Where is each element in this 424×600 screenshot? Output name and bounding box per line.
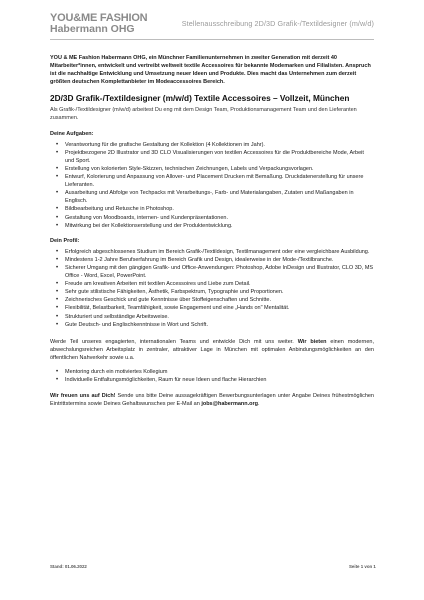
team-text-1: Werde Teil unseres engagierten, internationalen Teams und entwickle Dich mit uns weiter. [50,338,294,345]
company-intro: YOU & ME Fashion Habermann OHG, ein Münchner Familienunternehmen in zweiter Generation mit derzeit 40 Mitarbeiter*innen, entwickelt und vertreibt weltweit textile Accessoires für bekannte Modemarken und Filialisten. Anspruch ist die nachhaltige Entwicklung und Umsetzung neuer Ideen und Produkte. Dies macht das Unternehmen zum derzeit größten deutschen Komplettanbieter im Modeaccessoires Bereich. [50,55,371,86]
job-description: Als Grafik-/Textildesigner (m/w/d) arbeitest Du eng mit dem Design Team, Produktionsmanagement Team und den Lieferanten zusammen. [50,107,357,122]
footer-date: Stand: 01.06.2022 [50,564,87,569]
contact-end: . [258,401,260,408]
task-item: • Gestaltung von Moodboards, internen- und Kundenpräsentationen. [50,214,374,222]
profile-item: • Mindestens 1-2 Jahre Berufserfahrung im Bereich Grafik und Design, idealerweise in der Mode-/Textilbranche. [50,256,374,264]
task-item: • Verantwortung für die grafische Gestaltung der Kollektion (4 Kollektionen im Jahr). [50,141,374,149]
task-item: • Mitwirkung bei der Kollektionserstellung und der Produktentwicklung. [50,222,374,230]
header-divider [50,39,374,40]
profile-list [50,248,374,329]
profile-item: • Zeichnerisches Geschick und gute Kenntnisse über Stoffeigenschaften und Schnitte. [50,296,374,304]
profile-item: • Strukturiert und selbständige Arbeitsweise. [50,313,374,321]
team-paragraph [50,338,374,362]
offers-list [50,368,374,384]
contact-email-link[interactable]: jobs@habermann.org [201,401,259,408]
document-title: Stellenausschreibung 2D/3D Grafik-/Textildesigner (m/w/d) [181,19,374,28]
profile-item: • Freude am kreativen Arbeiten mit textilen Accessoires und Liebe zum Detail. [50,280,374,288]
task-item: • Entwurf, Kolorierung und Anpassung von Allover- und Placement Drucken mit Bemaßung. Druckdatenerstellung für unsere Lieferanten. [50,173,374,189]
offer-bold-lead: Wir bieten [297,338,327,345]
company-logo [50,13,147,35]
task-item: • Erstellung von kolorierten Style-Skizzen, technischen Zeichnungen, Labels und Verpackungsvorlagen. [50,165,374,173]
contact-text: Sende uns bitte Deine aussagekräftigen Bewerbungsunterlagen unter Angabe Deines frühestmöglichen Eintrittstermins sowie Deines Gehaltswunsches per E-Mail an [50,393,374,408]
logo-line-2: Habermann OHG [50,23,135,35]
task-item: • Bildbearbeitung und Retusche in Photoshop. [50,205,374,213]
job-title: 2D/3D Grafik-/Textildesigner (m/w/d) Textile Accessoires – Vollzeit, München [50,93,350,104]
tasks-heading: Deine Aufgaben: [50,130,94,137]
document-body [50,54,374,408]
profile-item: • Sicherer Umgang mit den gängigen Grafik- und Office-Anwendungen: Photoshop, Adobe InDesign und Illustrator, CLO 3D, MS Office - Word, Excel, PowerPoint. [50,264,374,280]
profile-item: • Flexibilität, Belastbarkeit, Teamfähigkeit, sowie Engagement und eine „Hands on" Mentalität. [50,304,374,312]
logo-line-1: YOU&ME FASHION [50,12,148,24]
profile-item: • Gute Deutsch- und Englischkenntnisse in Wort und Schrift. [50,321,374,329]
profile-item: • Erfolgreich abgeschlossenes Studium im Bereich Grafik-/Textildesign, Textilmanagement oder eine vergleichbare Ausbildung. [50,248,374,256]
profile-item: • Sehr gute stilistische Fähigkeiten, Ästhetik, Farbspektrum, Typographie und Proportionen. [50,288,374,296]
profile-heading: Dein Profil: [50,237,80,244]
offer-item: • Individuelle Entfaltungsmöglichkeiten, Raum für neue Ideen und flache Hierarchien [50,376,374,384]
task-item: • Projektbezogene 2D Illustrator und 3D CLO Visualisierungen von textilen Accessoires für die Produktbereiche Mode, Arbeit und Sport. [50,149,374,165]
contact-paragraph [50,392,374,408]
contact-bold-lead: Wir freuen uns auf Dich! [50,393,116,400]
document-header [50,12,374,38]
tasks-list [50,141,374,230]
team-text-2: einen modernen, abwechslungsreichen Arbeitsplatz in zentraler, attraktiver Lage in München mit optimalen Anbindungsmöglichkeiten an den öffentlichen Nahverkehr sowie u.a. [50,338,374,361]
task-item: • Ausarbeitung und Abfolge von Techpacks mit Verarbeitungs-, Farb- und Materialangaben, Zutaten und Maßangaben in Englisch. [50,189,374,205]
offer-item: • Mentoring durch ein motiviertes Kollegium [50,368,374,376]
footer-page-number: Seite 1 von 1 [349,564,376,569]
